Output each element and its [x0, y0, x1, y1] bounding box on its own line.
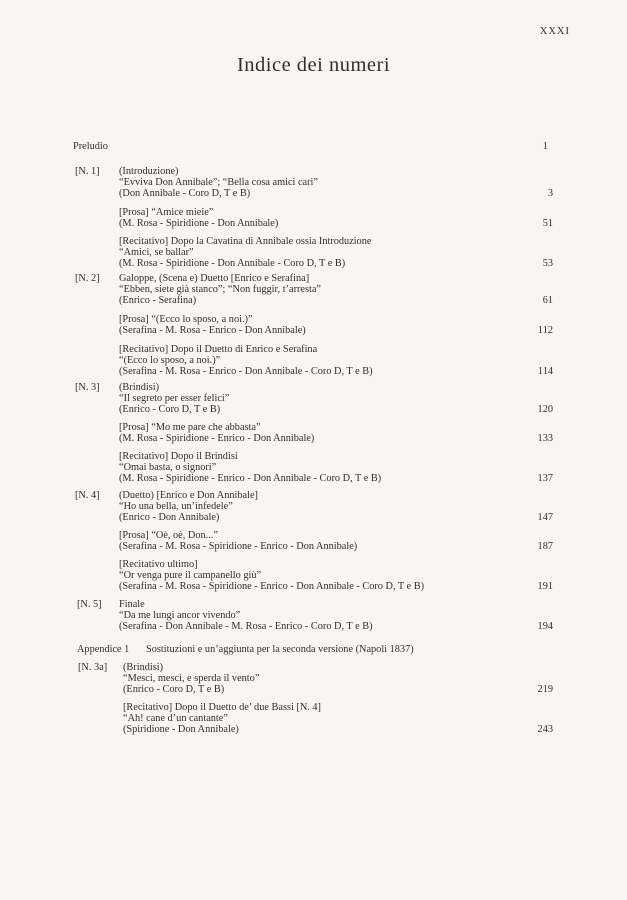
n4-e2-page: 187 — [537, 541, 553, 552]
n3-e1-page: 120 — [537, 404, 553, 415]
n3a-e1-page: 219 — [537, 684, 553, 695]
n1-e3-l2: “Amici, se ballar” — [119, 247, 194, 258]
n3-e1-l2: “Il segreto per esser felici” — [119, 393, 230, 404]
n4-e3-l1: [Recitativo ultimo] — [119, 559, 198, 570]
n3a-e2-l3: (Spiridione - Don Annibale) — [123, 724, 239, 735]
n1-e3-l3: (M. Rosa - Spiridione - Don Annibale - Coro D, T e B) — [119, 258, 346, 269]
n2-e3-l3: (Serafina - M. Rosa - Enrico - Don Annibale - Coro D, T e B) — [119, 366, 373, 377]
n3-e2-page: 133 — [537, 433, 553, 444]
n2-label: [N. 2] — [75, 273, 100, 284]
n1-e2-l2: (M. Rosa - Spiridione - Don Annibale) — [119, 218, 279, 229]
n4-label: [N. 4] — [75, 490, 100, 501]
n4-e1-l1: (Duetto) [Enrico e Don Annibale] — [119, 490, 258, 501]
n3a-e1-l2: “Mesci, mesci, e sperda il vento” — [123, 673, 260, 684]
n2-e3-page: 114 — [537, 366, 553, 377]
n2-e2-l2: (Serafina - M. Rosa - Enrico - Don Annibale) — [119, 325, 306, 336]
n4-e1-l2: “Ho una bella, un’infedele” — [119, 501, 233, 512]
n3a-e2-page: 243 — [537, 724, 553, 735]
n1-e1-l2: “Evviva Don Annibale”; “Bella cosa amici cari” — [119, 177, 318, 188]
n5-e1-l3: (Serafina - Don Annibale - M. Rosa - Enrico - Coro D, T e B) — [119, 621, 373, 632]
n1-e2-page: 51 — [542, 218, 553, 229]
n1-label: [N. 1] — [75, 166, 100, 177]
n1-e1-l3: (Don Annibale - Coro D, T e B) — [119, 188, 251, 199]
n4-e3-l3: (Serafina - M. Rosa - Spiridione - Enrico - Don Annibale - Coro D, T e B) — [119, 581, 425, 592]
n4-e1-page: 147 — [537, 512, 553, 523]
n3a-e2-l1: [Recitativo] Dopo il Duetto de’ due Bassi [N. 4] — [123, 702, 321, 713]
n3-e3-l1: [Recitativo] Dopo il Brindisi — [119, 451, 238, 462]
n2-e3-l1: [Recitativo] Dopo il Duetto di Enrico e Serafina — [119, 344, 318, 355]
n5-e1-l2: “Da me lungi ancor vivendo” — [119, 610, 241, 621]
n3-label: [N. 3] — [75, 382, 100, 393]
preludio-label: Preludio — [73, 141, 108, 152]
n1-e3-page: 53 — [542, 258, 553, 269]
n3-e2-l1: [Prosa] “Mo me pare che abbasta” — [119, 422, 261, 433]
n1-e3-l1: [Recitativo] Dopo la Cavatina di Annibale ossia Introduzione — [119, 236, 372, 247]
n4-e2-l1: [Prosa] “Oè, oè, Don...” — [119, 530, 218, 541]
n1-e1-l1: (Introduzione) — [119, 166, 179, 177]
n4-e2-l2: (Serafina - M. Rosa - Spiridione - Enrico - Don Annibale) — [119, 541, 358, 552]
n3a-e1-l1: (Brindisi) — [123, 662, 164, 673]
n3a-e1-l3: (Enrico - Coro D, T e B) — [123, 684, 225, 695]
n3-e2-l2: (M. Rosa - Spiridione - Enrico - Don Annibale) — [119, 433, 315, 444]
n3a-e2-l2: “Ah! cane d’un cantante” — [123, 713, 228, 724]
n3-e1-l3: (Enrico - Coro D, T e B) — [119, 404, 221, 415]
n2-e1-l3: (Enrico - Serafina) — [119, 295, 197, 306]
appendice-desc: Sostituzioni e un’aggiunta per la seconda versione (Napoli 1837) — [146, 644, 414, 655]
n1-e2-l1: [Prosa] “Amice mieie” — [119, 207, 214, 218]
n3-e3-page: 137 — [537, 473, 553, 484]
n2-e1-l2: “Ebben, siete già stanco”; “Non fuggir, t’arresta” — [119, 284, 322, 295]
n4-e3-page: 191 — [537, 581, 553, 592]
n3-e3-l3: (M. Rosa - Spiridione - Enrico - Don Annibale - Coro D, T e B) — [119, 473, 382, 484]
n3-e3-l2: “Omai basta, o signori” — [119, 462, 217, 473]
n2-e2-l1: [Prosa] “(Ecco lo sposo, a noi.)” — [119, 314, 253, 325]
n2-e1-page: 61 — [542, 295, 553, 306]
n2-e1-l1: Galoppe, (Scena e) Duetto [Enrico e Serafina] — [119, 273, 310, 284]
n5-label: [N. 5] — [77, 599, 102, 610]
n5-e1-l1: Finale — [119, 599, 145, 610]
page-number: XXXI — [539, 26, 570, 37]
n4-e3-l2: “Or venga pure il campanello giù” — [119, 570, 262, 581]
page-title: Indice dei numeri — [236, 54, 391, 76]
n5-e1-page: 194 — [537, 621, 553, 632]
preludio-page: 1 — [542, 141, 548, 152]
n1-e1-page: 3 — [547, 188, 553, 199]
n3-e1-l1: (Brindisi) — [119, 382, 160, 393]
appendice-label: Appendice 1 — [77, 644, 130, 655]
n2-e2-page: 112 — [537, 325, 553, 336]
n3a-label: [N. 3a] — [78, 662, 108, 673]
n4-e1-l3: (Enrico - Don Annibale) — [119, 512, 220, 523]
n2-e3-l2: “(Ecco lo sposo, a noi.)” — [119, 355, 221, 366]
